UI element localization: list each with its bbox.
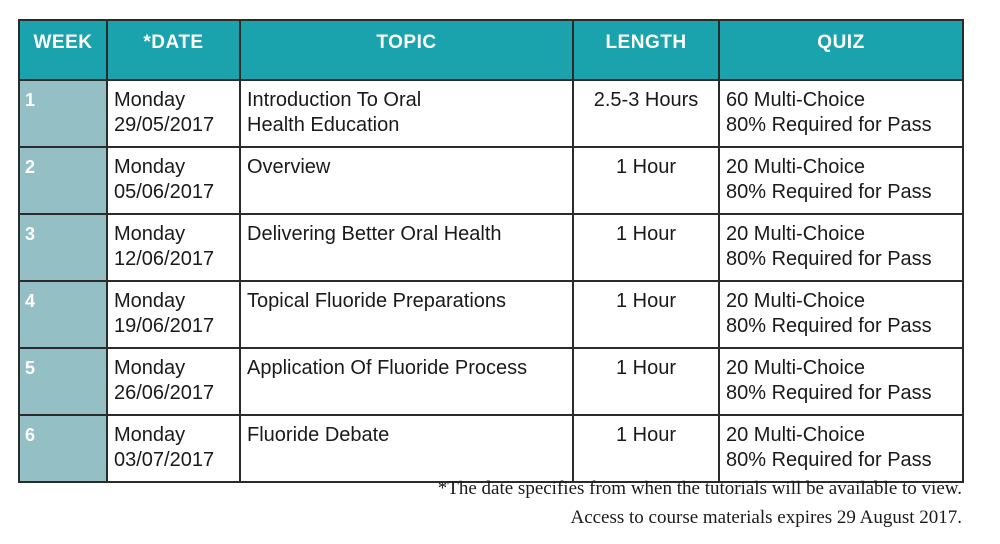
date-value: 19/06/2017 xyxy=(114,315,215,337)
table-header-row xyxy=(19,20,963,80)
date-day: Monday xyxy=(114,89,186,111)
date-cell xyxy=(107,348,240,415)
topic-cell xyxy=(240,147,573,214)
table-row xyxy=(19,147,963,214)
table-row xyxy=(19,214,963,281)
length-cell: 2.5-3 Hours xyxy=(573,80,719,147)
length-cell: 1 Hour xyxy=(573,147,719,214)
week-cell: 1 xyxy=(19,80,107,147)
week-cell: 3 xyxy=(19,214,107,281)
quiz-cell xyxy=(719,281,963,348)
topic-line: Topical Fluoride Preparations xyxy=(247,290,507,312)
date-value: 12/06/2017 xyxy=(114,248,215,270)
topic-cell xyxy=(240,80,573,147)
date-value: 29/05/2017 xyxy=(114,114,215,136)
date-day: Monday xyxy=(114,156,186,178)
table-row xyxy=(19,80,963,147)
header-quiz: QUIZ xyxy=(719,20,963,80)
date-cell xyxy=(107,147,240,214)
quiz-pass-requirement: 80% Required for Pass xyxy=(726,114,932,136)
length-cell: 1 Hour xyxy=(573,415,719,482)
quiz-count: 60 Multi-Choice xyxy=(726,89,865,111)
length-cell: 1 Hour xyxy=(573,281,719,348)
header-topic: TOPIC xyxy=(240,20,573,80)
date-value: 26/06/2017 xyxy=(114,382,215,404)
week-cell: 5 xyxy=(19,348,107,415)
quiz-count: 20 Multi-Choice xyxy=(726,424,865,446)
quiz-count: 20 Multi-Choice xyxy=(726,357,865,379)
quiz-pass-requirement: 80% Required for Pass xyxy=(726,315,932,337)
topic-cell xyxy=(240,281,573,348)
date-cell xyxy=(107,80,240,147)
date-value: 05/06/2017 xyxy=(114,181,215,203)
quiz-pass-requirement: 80% Required for Pass xyxy=(726,248,932,270)
quiz-cell xyxy=(719,147,963,214)
date-cell xyxy=(107,281,240,348)
expiry-footnote: Access to course materials expires 29 August 2017. xyxy=(570,507,962,528)
table-row xyxy=(19,348,963,415)
topic-cell xyxy=(240,415,573,482)
header-week: WEEK xyxy=(19,20,107,80)
topic-line: Application Of Fluoride Process xyxy=(247,357,528,379)
course-schedule-table xyxy=(18,19,964,483)
week-cell: 2 xyxy=(19,147,107,214)
quiz-pass-requirement: 80% Required for Pass xyxy=(726,181,932,203)
date-day: Monday xyxy=(114,223,186,245)
topic-line: Delivering Better Oral Health xyxy=(247,223,502,245)
topic-line: Fluoride Debate xyxy=(247,424,390,446)
quiz-pass-requirement: 80% Required for Pass xyxy=(726,449,932,471)
quiz-count: 20 Multi-Choice xyxy=(726,156,865,178)
date-footnote: *The date specifies from when the tutorials will be available to view. xyxy=(437,478,962,499)
date-day: Monday xyxy=(114,290,186,312)
date-cell xyxy=(107,214,240,281)
quiz-count: 20 Multi-Choice xyxy=(726,290,865,312)
week-cell: 6 xyxy=(19,415,107,482)
week-cell: 4 xyxy=(19,281,107,348)
quiz-count: 20 Multi-Choice xyxy=(726,223,865,245)
table-row xyxy=(19,415,963,482)
date-cell xyxy=(107,415,240,482)
topic-cell xyxy=(240,348,573,415)
quiz-cell xyxy=(719,348,963,415)
topic-line: Introduction To Oral xyxy=(247,89,422,111)
quiz-cell xyxy=(719,80,963,147)
length-cell: 1 Hour xyxy=(573,348,719,415)
quiz-pass-requirement: 80% Required for Pass xyxy=(726,382,932,404)
quiz-cell xyxy=(719,415,963,482)
length-cell: 1 Hour xyxy=(573,214,719,281)
topic-line: Health Education xyxy=(247,114,400,136)
quiz-cell xyxy=(719,214,963,281)
topic-line: Overview xyxy=(247,156,331,178)
date-day: Monday xyxy=(114,357,186,379)
header-length: LENGTH xyxy=(573,20,719,80)
header-date: *DATE xyxy=(107,20,240,80)
topic-cell xyxy=(240,214,573,281)
date-value: 03/07/2017 xyxy=(114,449,215,471)
date-day: Monday xyxy=(114,424,186,446)
table-row xyxy=(19,281,963,348)
